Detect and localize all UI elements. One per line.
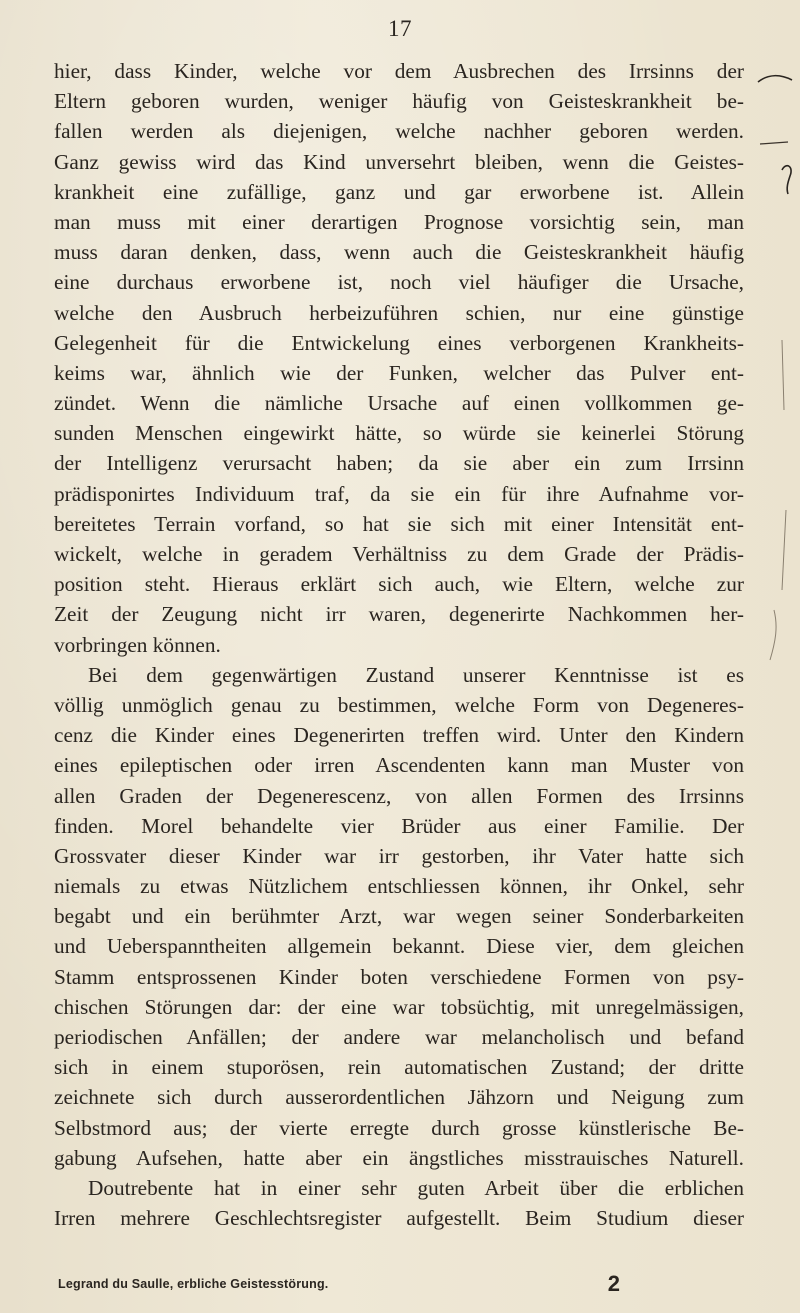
text-line: Bei dem gegenwärtigen Zustand unserer Kenntnisse ist es	[88, 662, 744, 687]
text-line: welche den Ausbruch herbeizuführen schien, nur eine günstige	[54, 300, 744, 325]
signature-mark: 2	[607, 1271, 620, 1296]
text-line: Stamm entsprossenen Kinder boten verschiedene Formen von psy-	[54, 964, 744, 989]
text-line: eines epileptischen oder irren Ascendenten kann man Muster von	[54, 753, 744, 778]
text-line: Irren mehrere Geschlechtsregister aufgestellt. Beim Studium dieser	[54, 1206, 744, 1231]
text-line: prädisponirtes Individuum traf, da sie ein für ihre Aufnahme vor-	[54, 481, 744, 506]
text-line: der Intelligenz verursacht haben; da sie aber ein zum Irrsinn	[54, 451, 744, 476]
margin-pencil-marks	[752, 70, 796, 690]
text-line: völlig unmöglich genau zu bestimmen, welche Form von Degeneres-	[54, 692, 744, 717]
text-line: sich in einem stuporösen, rein automatischen Zustand; der dritte	[54, 1055, 744, 1080]
footer-note: Legrand du Saulle, erbliche Geistesstörung.	[58, 1277, 329, 1291]
text-line: keims war, ähnlich wie der Funken, welcher das Pulver ent-	[54, 360, 744, 385]
text-line: Eltern geboren wurden, weniger häufig von Geisteskrankheit be-	[54, 89, 744, 114]
text-line: hier, dass Kinder, welche vor dem Ausbrechen des Irrsinns der	[54, 59, 744, 83]
text-line: begabt und ein berühmter Arzt, war wegen seiner Sonderbarkeiten	[54, 904, 744, 929]
text-line: krankheit eine zufällige, ganz und gar erworbene ist. Allein	[54, 179, 744, 204]
text-line: finden. Morel behandelte vier Brüder aus einer Familie. Der	[54, 813, 744, 838]
text-line: Doutrebente hat in einer sehr guten Arbeit über die erblichen	[88, 1175, 744, 1200]
text-line: cenz die Kinder eines Degenerirten treffen wird. Unter den Kindern	[54, 723, 744, 748]
text-line: Gelegenheit für die Entwickelung eines verborgenen Krankheits-	[54, 330, 744, 355]
text-line: zeichnete sich durch ausserordentlichen Jähzorn und Neigung zum	[54, 1085, 744, 1110]
text-line: Selbstmord aus; der vierte erregte durch grosse künstlerische Be-	[54, 1115, 744, 1140]
text-line: gabung Aufsehen, hatte aber ein ängstliches misstrauisches Naturell.	[54, 1145, 744, 1170]
page-number: 17	[388, 16, 412, 41]
page-footer	[54, 1273, 744, 1297]
text-line: und Ueberspanntheiten allgemein bekannt. Diese vier, dem gleichen	[54, 934, 744, 959]
text-line: eine durchaus erworbene ist, noch viel häufiger die Ursache,	[54, 270, 744, 295]
text-line: fallen werden als diejenigen, welche nachher geboren werden.	[54, 119, 744, 144]
text-line: periodischen Anfällen; der andere war melancholisch und befand	[54, 1025, 744, 1049]
text-line: Grossvater dieser Kinder war irr gestorben, ihr Vater hatte sich	[54, 843, 744, 868]
text-line: niemals zu etwas Nützlichem entschliessen können, ihr Onkel, sehr	[54, 874, 744, 899]
text-line: allen Graden der Degenerescenz, von allen Formen des Irrsinns	[54, 783, 744, 808]
text-line: vorbringen können.	[54, 632, 221, 657]
text-line: muss daran denken, dass, wenn auch die Geisteskrankheit häufig	[54, 240, 744, 265]
text-line: Ganz gewiss wird das Kind unversehrt bleiben, wenn die Geistes-	[54, 149, 744, 174]
text-line: sunden Menschen eingewirkt hätte, so würde sie keinerlei Störung	[54, 421, 744, 446]
text-line: man muss mit einer derartigen Prognose vorsichtig sein, man	[54, 209, 744, 234]
body-text	[54, 56, 744, 1233]
text-line: chischen Störungen dar: der eine war tobsüchtig, mit unregelmässigen,	[54, 994, 744, 1019]
text-line: wickelt, welche in geradem Verhältniss zu dem Grade der Prädis-	[54, 542, 744, 566]
text-line: zündet. Wenn die nämliche Ursache auf einen vollkommen ge-	[54, 391, 744, 416]
text-line: Zeit der Zeugung nicht irr waren, degenerirte Nachkommen her-	[54, 602, 744, 627]
text-line: bereitetes Terrain vorfand, so hat sie sich mit einer Intensität ent-	[54, 511, 744, 536]
text-line: position steht. Hieraus erklärt sich auch, wie Eltern, welche zur	[54, 572, 744, 597]
